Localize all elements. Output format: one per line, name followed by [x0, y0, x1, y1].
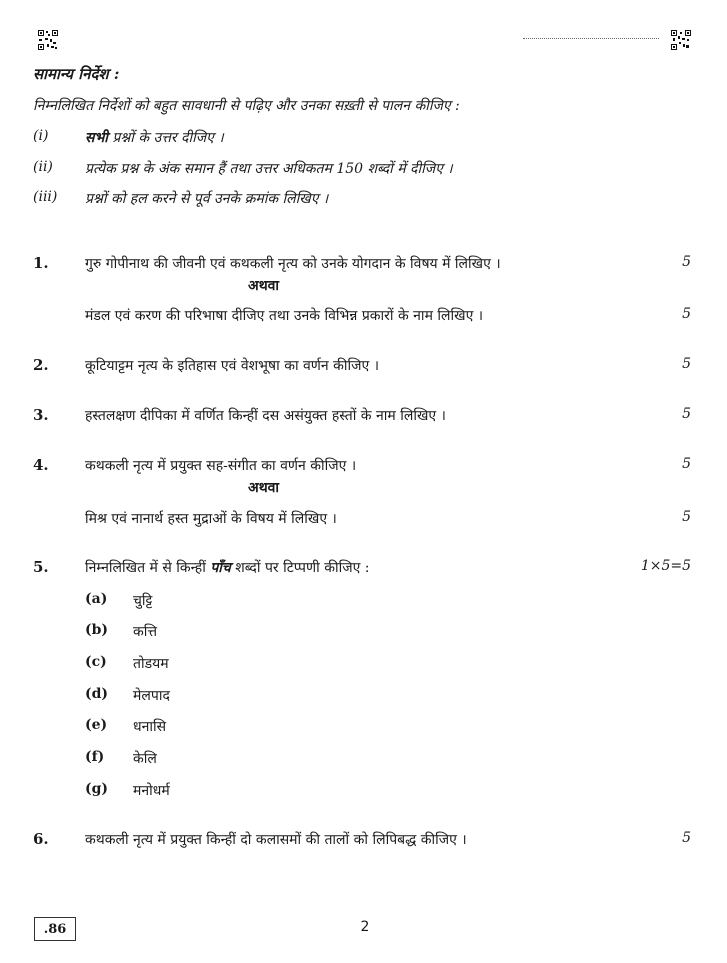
option-text: केलि	[133, 751, 157, 767]
instruction-number: (ii)	[33, 159, 53, 175]
instructions-intro: निम्नलिखित निर्देशों को बहुत सावधानी से पढ़िए और उनका सख़्ती से पालन कीजिए :	[33, 98, 460, 114]
question-marks: 5	[682, 406, 691, 422]
question-marks: 5	[682, 254, 691, 270]
question-text: कथकली नृत्य में प्रयुक्त सह-संगीत का वर्णन कीजिए ।	[85, 458, 357, 474]
question-text: हस्तलक्षण दीपिका में वर्णित किन्हीं दस असंयुक्त हस्तों के नाम लिखिए ।	[85, 408, 446, 424]
question-text	[85, 558, 370, 577]
option-text: मेलपाद	[133, 688, 170, 704]
option-label: (c)	[85, 654, 107, 670]
page-number: 2	[360, 919, 370, 935]
instructions-heading: सामान्य निर्देश :	[33, 65, 120, 83]
or-label: अथवा	[248, 480, 280, 496]
option-label: (b)	[85, 622, 109, 638]
paper-code-box: .86	[34, 917, 76, 941]
question-alt-marks: 5	[682, 306, 691, 322]
question-number: 6.	[33, 830, 49, 848]
option-label: (e)	[85, 717, 108, 733]
instruction-number: (iii)	[33, 189, 58, 205]
question-text-part: निम्नलिखित में से किन्हीं	[85, 560, 211, 576]
question-alt-text: मिश्र एवं नानार्थ हस्त मुद्राओं के विषय में लिखिए ।	[85, 511, 337, 527]
question-text: कथकली नृत्य में प्रयुक्त किन्हीं दो कलासमों की तालों को लिपिबद्ध कीजिए ।	[85, 832, 467, 848]
instruction-text	[85, 128, 224, 147]
question-number: 1.	[33, 254, 49, 272]
question-marks: 1×5=5	[640, 558, 691, 574]
instruction-text-rest: प्रश्नों के उत्तर दीजिए ।	[107, 130, 224, 146]
instruction-number: (i)	[33, 128, 49, 144]
question-number: 3.	[33, 406, 49, 424]
option-text: मनोधर्म	[133, 783, 170, 799]
question-alt-marks: 5	[682, 509, 691, 525]
question-marks: 5	[682, 456, 691, 472]
option-text: चुट्टि	[133, 593, 153, 609]
question-number: 5.	[33, 558, 49, 576]
option-text: धनासि	[133, 719, 167, 735]
option-label: (d)	[85, 686, 109, 702]
top-rule	[523, 38, 659, 39]
question-emphasis: पाँच	[210, 560, 231, 576]
option-label: (f)	[85, 749, 105, 765]
qr-code-right	[671, 30, 691, 50]
question-marks: 5	[682, 356, 691, 372]
question-text-part: शब्दों पर टिप्पणी कीजिए :	[230, 560, 370, 576]
option-label: (g)	[85, 781, 109, 797]
instruction-text: प्रश्नों को हल करने से पूर्व उनके क्रमांक लिखिए ।	[85, 191, 329, 207]
question-number: 4.	[33, 456, 49, 474]
question-text: गुरु गोपीनाथ की जीवनी एवं कथकली नृत्य को उनके योगदान के विषय में लिखिए ।	[85, 256, 501, 272]
question-text: कूटियाट्टम नृत्य के इतिहास एवं वेशभूषा का वर्णन कीजिए ।	[85, 358, 380, 374]
question-marks: 5	[682, 830, 691, 846]
or-label: अथवा	[248, 278, 280, 294]
qr-code-left	[38, 30, 58, 50]
question-alt-text: मंडल एवं करण की परिभाषा दीजिए तथा उनके विभिन्न प्रकारों के नाम लिखिए ।	[85, 308, 484, 324]
instruction-emphasis: सभी	[85, 130, 108, 146]
option-text: कत्ति	[133, 624, 158, 640]
instruction-text: प्रत्येक प्रश्न के अंक समान हैं तथा उत्तर अधिकतम 150 शब्दों में दीजिए ।	[85, 161, 453, 177]
option-label: (a)	[85, 591, 108, 607]
option-text: तोडयम	[133, 656, 169, 672]
question-number: 2.	[33, 356, 49, 374]
